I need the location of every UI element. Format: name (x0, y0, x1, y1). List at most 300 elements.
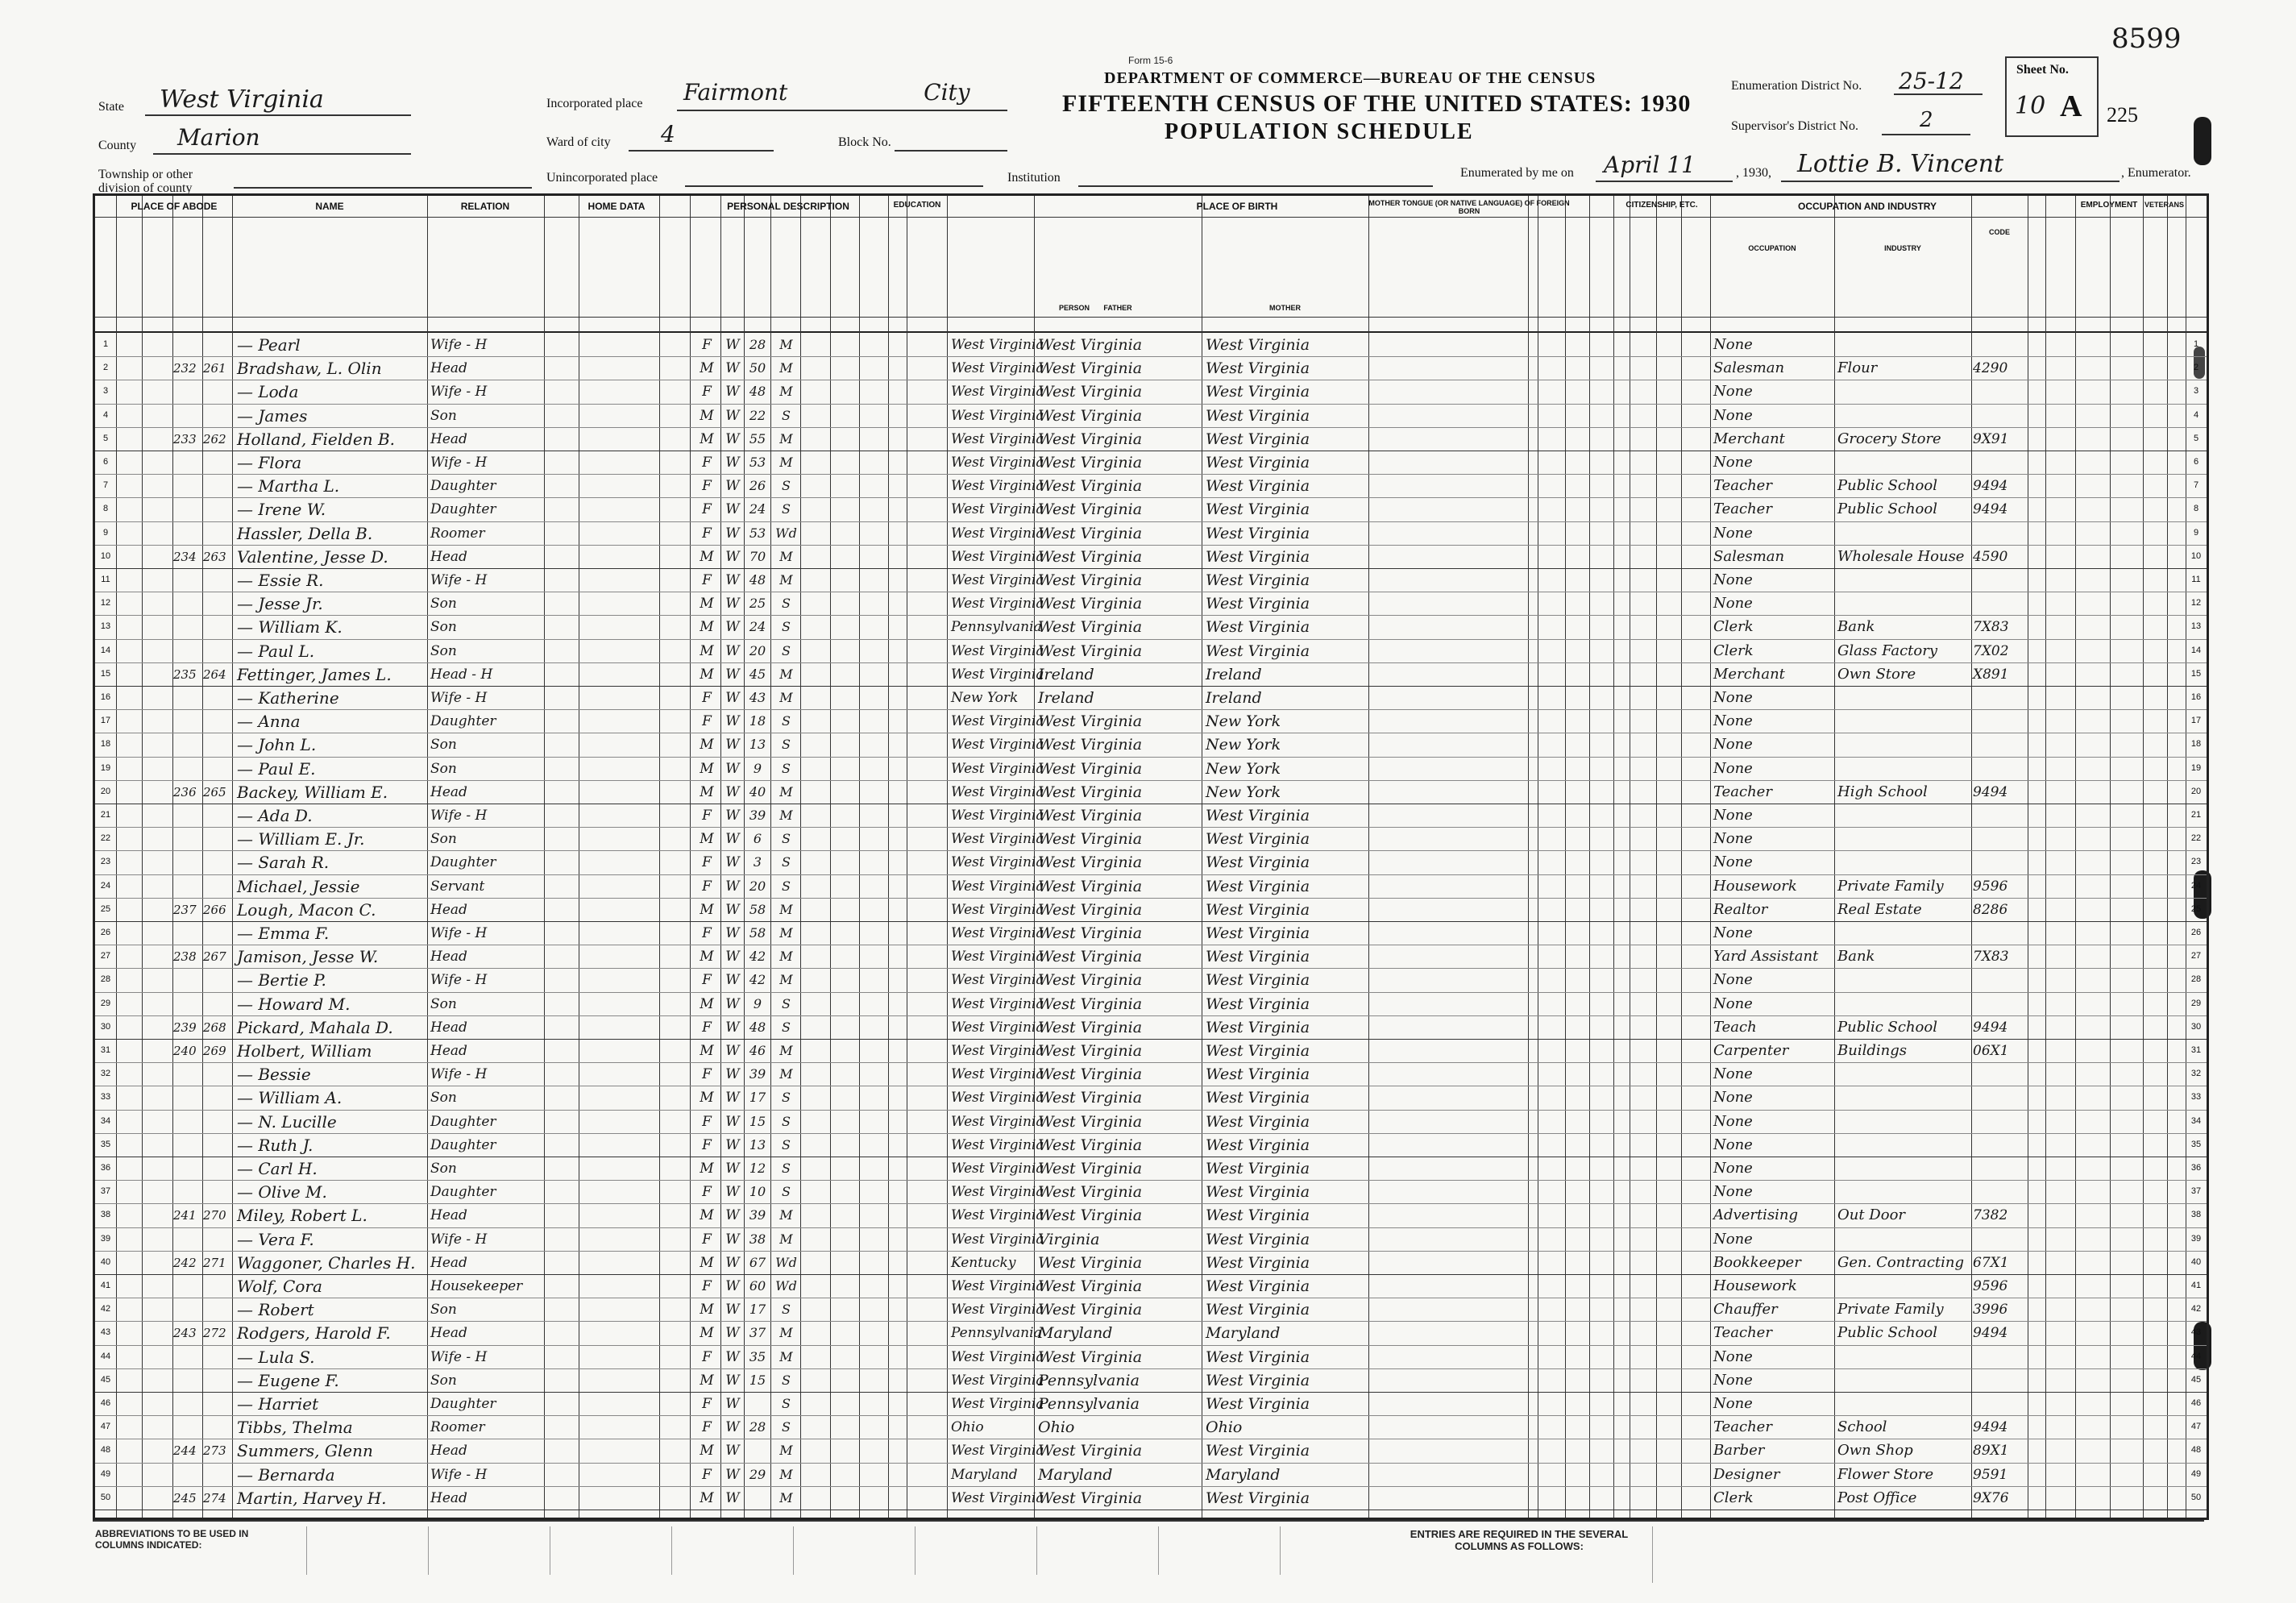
cell-race: W (725, 1325, 740, 1342)
cell-ind: School (1837, 1418, 1887, 1436)
cell-fpob: West Virginia (1038, 500, 1143, 519)
cell-sex: F (702, 1019, 712, 1036)
cell-code: 67X1 (1973, 1254, 2009, 1271)
cell-sex: F (702, 878, 712, 895)
line-number-right: 42 (2190, 1304, 2202, 1314)
cell-fam: 266 (203, 902, 226, 917)
cell-mpob: West Virginia (1206, 359, 1310, 378)
cell-occ: Barber (1713, 1442, 1765, 1460)
cell-rel: Son (430, 642, 457, 659)
cell-fpob: West Virginia (1038, 571, 1143, 589)
cell-code: 89X1 (1973, 1443, 2009, 1460)
cell-pob: West Virginia (951, 384, 1044, 401)
cell-fpob: West Virginia (1038, 1042, 1143, 1060)
cell-rel: Head (430, 1207, 467, 1224)
cell-sex: M (700, 407, 714, 424)
cell-sex: F (702, 525, 712, 542)
line-number-right: 4 (2193, 409, 2199, 420)
line-number: 36 (100, 1163, 111, 1173)
cell-fpob: West Virginia (1038, 618, 1143, 637)
cell-occ: Carpenter (1713, 1042, 1789, 1059)
cell-occ: Teacher (1713, 500, 1772, 518)
cell-ind: Bank (1837, 618, 1875, 636)
cell-mar: S (782, 1161, 791, 1176)
cell-name: — James (237, 405, 308, 426)
cell-rel: Head (430, 1019, 467, 1036)
institution-label: Institution (1007, 171, 1061, 185)
line-number-right: 23 (2190, 857, 2202, 867)
cell-mar: S (782, 642, 791, 658)
cell-sex: M (700, 1372, 714, 1389)
cell-mar: M (779, 808, 793, 823)
line-number: 41 (100, 1281, 111, 1290)
cell-name: — Paul L. (237, 641, 315, 661)
cell-name: — Ada D. (237, 806, 313, 825)
cell-age: 20 (749, 642, 766, 658)
cell-name: — Jesse Jr. (237, 594, 323, 614)
cell-pob: West Virginia (951, 972, 1044, 989)
cell-age: 43 (749, 690, 766, 705)
line-number-right: 38 (2190, 1210, 2202, 1220)
cell-sex: F (702, 337, 712, 353)
line-number: 33 (100, 1092, 111, 1103)
table-row (95, 1486, 2207, 1510)
cell-mar: S (782, 596, 791, 612)
line-number-right: 46 (2190, 1398, 2202, 1408)
cell-name: Pickard, Mahala D. (237, 1017, 393, 1037)
cell-fam: 262 (203, 431, 226, 446)
cell-fpob: West Virginia (1038, 995, 1143, 1013)
cell-mpob: New York (1206, 736, 1281, 754)
cell-fpob: West Virginia (1038, 1112, 1143, 1131)
line-number: 22 (100, 833, 111, 844)
cell-mpob: West Virginia (1206, 1442, 1310, 1460)
cell-occ: None (1713, 454, 1753, 471)
cell-name: Backey, William E. (237, 782, 388, 802)
cell-dw: 236 (173, 784, 197, 799)
line-number-right: 3 (2193, 386, 2199, 397)
cell-dw: 238 (173, 949, 197, 965)
department-line: DEPARTMENT OF COMMERCE—BUREAU OF THE CENSUS (1104, 69, 1596, 87)
cell-fpob: West Virginia (1038, 853, 1143, 872)
cell-mar: S (782, 1302, 791, 1318)
cell-fpob: West Virginia (1038, 948, 1143, 966)
cell-pob: West Virginia (951, 455, 1044, 471)
cell-race: W (725, 337, 740, 353)
cell-age: 15 (749, 1372, 766, 1388)
cell-mpob: West Virginia (1206, 336, 1310, 354)
line-number-right: 14 (2190, 645, 2202, 655)
cell-mpob: West Virginia (1206, 477, 1310, 496)
cell-fam: 270 (203, 1208, 226, 1223)
cell-occ: None (1713, 336, 1753, 353)
cell-age: 39 (749, 808, 766, 823)
cell-pob: West Virginia (951, 407, 1044, 424)
cell-age: 67 (749, 1254, 766, 1270)
cell-mpob: West Virginia (1206, 383, 1310, 401)
line-number-right: 48 (2190, 1445, 2202, 1456)
state-label: State (98, 100, 124, 114)
cell-dw: 234 (173, 549, 197, 564)
line-number: 37 (100, 1186, 111, 1197)
cell-sex: M (700, 1489, 714, 1506)
cell-occ: Realtor (1713, 900, 1768, 918)
cell-occ: None (1713, 712, 1753, 730)
cell-name: — John L. (237, 735, 317, 755)
cell-rel: Wife - H (430, 384, 488, 401)
cell-mar: M (779, 666, 793, 682)
cell-mar: M (779, 1466, 793, 1482)
cell-race: W (725, 737, 740, 754)
cell-code: 06X1 (1973, 1043, 2009, 1059)
cell-age: 39 (749, 1207, 766, 1223)
cell-sex: F (702, 972, 712, 989)
cell-occ: Merchant (1713, 430, 1785, 447)
line-number: 11 (101, 575, 110, 584)
cell-ind: Public School (1837, 1018, 1937, 1036)
cell-race: W (725, 1207, 740, 1224)
cell-code: 3996 (1973, 1302, 2008, 1319)
cell-age: 28 (749, 1419, 766, 1435)
cell-mpob: West Virginia (1206, 1183, 1310, 1202)
line-number-right: 43 (2190, 1327, 2202, 1338)
cell-fpob: Pennsylvania (1038, 1371, 1140, 1389)
enumeration-district-value: 25-12 (1899, 68, 1964, 94)
cell-occ: Salesman (1713, 547, 1785, 565)
line-number-right: 27 (2190, 951, 2202, 961)
cell-pob: West Virginia (951, 642, 1044, 659)
cell-fpob: West Virginia (1038, 807, 1143, 824)
state-value: West Virginia (160, 85, 324, 114)
cell-pob: Ohio (951, 1419, 984, 1436)
cell-age: 13 (749, 1136, 766, 1152)
cell-name: — N. Lucille (237, 1111, 337, 1132)
cell-age: 55 (749, 430, 766, 446)
group-name: NAME (315, 201, 344, 212)
cell-ind: Private Family (1837, 877, 1944, 895)
cell-mpob: West Virginia (1206, 877, 1310, 895)
line-number: 23 (100, 857, 111, 867)
table-row (95, 1439, 2207, 1463)
cell-sex: F (702, 1466, 712, 1483)
cell-mar: M (779, 1325, 793, 1341)
table-row (95, 615, 2207, 639)
cell-fam: 263 (203, 549, 226, 564)
table-row (95, 497, 2207, 521)
cell-fpob: West Virginia (1038, 830, 1143, 849)
line-number: 6 (102, 457, 109, 467)
line-number-right: 10 (2190, 550, 2202, 561)
county-label: County (98, 139, 137, 152)
cell-fpob: West Virginia (1038, 971, 1143, 990)
cell-name: Bradshaw, L. Olin (237, 359, 382, 379)
table-row (95, 898, 2207, 922)
table-row (95, 380, 2207, 404)
cell-mar: M (779, 690, 793, 705)
cell-rel: Son (430, 619, 457, 636)
cell-name: — Bernarda (237, 1464, 335, 1485)
cell-race: W (725, 1348, 740, 1365)
cell-race: W (725, 1090, 740, 1107)
table-row (95, 404, 2207, 428)
line-number-right: 49 (2190, 1468, 2202, 1479)
line-number: 49 (100, 1468, 111, 1479)
line-number: 32 (100, 1069, 111, 1079)
cell-rel: Wife - H (430, 1348, 488, 1365)
cell-fpob: West Virginia (1038, 1183, 1143, 1202)
cell-name: — Harriet (237, 1394, 319, 1414)
cell-age: 24 (749, 619, 766, 635)
cell-rel: Roomer (430, 525, 485, 542)
cell-rel: Son (430, 995, 457, 1012)
cell-occ: None (1713, 571, 1753, 588)
cell-age: 50 (749, 360, 766, 376)
cell-race: W (725, 548, 740, 565)
line-number-right: 32 (2190, 1069, 2202, 1079)
cell-race: W (725, 478, 740, 495)
line-number: 20 (100, 786, 111, 796)
cell-rel: Head (430, 783, 467, 800)
cell-mpob: West Virginia (1206, 1395, 1310, 1413)
cell-name: Martin, Harvey H. (237, 1488, 387, 1508)
cell-pob: West Virginia (951, 783, 1044, 800)
table-body (95, 333, 2207, 1518)
page-number: 225 (2107, 103, 2138, 127)
cell-mpob: West Virginia (1206, 500, 1310, 519)
cell-pob: West Virginia (951, 831, 1044, 848)
cell-name: Tibbs, Thelma (237, 1418, 353, 1438)
cell-pob: West Virginia (951, 1019, 1044, 1036)
cell-name: — Essie R. (237, 571, 324, 590)
line-number-right: 11 (2191, 575, 2201, 584)
cell-race: W (725, 1396, 740, 1412)
cell-mar: Wd (775, 1254, 797, 1270)
cell-sex: F (702, 854, 712, 871)
cell-name: Lough, Macon C. (237, 899, 376, 920)
cell-dw: 244 (173, 1443, 197, 1459)
line-number-right: 30 (2190, 1021, 2202, 1032)
cell-code: 7X02 (1973, 642, 2009, 659)
cell-occ: Teacher (1713, 1418, 1772, 1436)
cell-dw: 239 (173, 1020, 197, 1035)
cell-rel: Son (430, 831, 457, 848)
cell-mpob: West Virginia (1206, 853, 1310, 872)
cell-mar: S (782, 1419, 791, 1435)
footer-entries-blocks (1652, 1526, 2201, 1583)
cell-mpob: New York (1206, 783, 1281, 801)
cell-mpob: New York (1206, 712, 1281, 731)
cell-code: 9X76 (1973, 1489, 2009, 1506)
cell-age: 70 (749, 548, 766, 564)
cell-fpob: West Virginia (1038, 1089, 1143, 1107)
cell-age: 38 (749, 1231, 766, 1247)
cell-age: 20 (749, 878, 766, 894)
cell-age: 42 (749, 972, 766, 988)
cell-fpob: West Virginia (1038, 1206, 1143, 1225)
cell-name: Rodgers, Harold F. (237, 1323, 391, 1343)
cell-fpob: West Virginia (1038, 406, 1143, 425)
cell-age: 9 (753, 995, 762, 1011)
cell-pob: Maryland (951, 1466, 1018, 1483)
line-number: 27 (100, 951, 111, 961)
incorporated-value: Fairmont City (683, 79, 970, 106)
cell-occ: None (1713, 853, 1753, 871)
cell-race: W (725, 1466, 740, 1483)
sheet-number: 10 (2015, 92, 2046, 120)
cell-pob: West Virginia (951, 713, 1044, 730)
cell-sex: F (702, 1396, 712, 1412)
cell-code: 9X91 (1973, 430, 2009, 447)
cell-rel: Head (430, 1325, 467, 1342)
cell-sex: M (700, 1090, 714, 1107)
abbreviations-title: ABBREVIATIONS TO BE USED IN COLUMNS INDICATED: (95, 1528, 249, 1551)
table-row (95, 874, 2207, 899)
cell-mpob: West Virginia (1206, 642, 1310, 660)
cell-sex: M (700, 831, 714, 848)
cell-fpob: West Virginia (1038, 759, 1143, 778)
line-number: 39 (100, 1233, 111, 1244)
cell-mar: S (782, 713, 791, 729)
cell-occ: Teacher (1713, 1324, 1772, 1342)
cell-name: — Martha L. (237, 476, 340, 496)
line-number: 35 (100, 1139, 111, 1149)
cell-name: — Emma F. (237, 924, 330, 943)
cell-name: — Flora (237, 453, 302, 472)
cell-pob: West Virginia (951, 360, 1044, 377)
ward-label: Ward of city (546, 135, 611, 149)
col-occupation: OCCUPATION (1748, 244, 1796, 252)
cell-age: 48 (749, 572, 766, 588)
col-person: PERSON (1058, 304, 1090, 312)
cell-occ: None (1713, 1112, 1753, 1130)
cell-occ: None (1713, 807, 1753, 824)
table-row (95, 1415, 2207, 1439)
cell-fpob: West Virginia (1038, 595, 1143, 613)
cell-fam: 269 (203, 1044, 226, 1058)
cell-mar: S (782, 737, 791, 753)
cell-mpob: New York (1206, 759, 1281, 778)
cell-race: W (725, 1372, 740, 1389)
cell-dw: 242 (173, 1255, 197, 1270)
cell-name: — Pearl (237, 335, 301, 355)
cell-sex: F (702, 572, 712, 588)
cell-sex: M (700, 1443, 714, 1460)
cell-code: 9494 (1973, 1019, 2008, 1036)
cell-age: 58 (749, 925, 766, 941)
cell-pob: West Virginia (951, 878, 1044, 895)
cell-age: 6 (753, 831, 762, 847)
cell-rel: Wife - H (430, 972, 488, 989)
cell-name: — William K. (237, 617, 343, 637)
enumerated-year: , 1930, (1736, 166, 1771, 180)
cell-fpob: West Virginia (1038, 1253, 1143, 1272)
cell-rel: Wife - H (430, 808, 488, 824)
table-row (95, 1015, 2207, 1040)
cell-fam: 267 (203, 949, 226, 965)
cell-occ: Teacher (1713, 477, 1772, 495)
cell-occ: Clerk (1713, 618, 1754, 636)
cell-fpob: West Virginia (1038, 359, 1143, 378)
cell-occ: None (1713, 1065, 1753, 1083)
line-number-right: 17 (2190, 716, 2202, 726)
table-row (95, 1321, 2207, 1345)
cell-fam: 261 (203, 361, 226, 376)
cell-code: 4290 (1973, 360, 2008, 377)
incorporated-label: Incorporated place (546, 97, 643, 110)
cell-pob: West Virginia (951, 501, 1044, 518)
cell-mar: M (779, 455, 793, 470)
cell-name: Hassler, Della B. (237, 523, 373, 543)
cell-fpob: Virginia (1038, 1230, 1100, 1248)
cell-mpob: West Virginia (1206, 971, 1310, 990)
cell-ind: Own Shop (1837, 1442, 1913, 1460)
cell-code: 7X83 (1973, 619, 2009, 636)
cell-age: 15 (749, 1113, 766, 1129)
cell-mpob: West Virginia (1206, 618, 1310, 637)
cell-ind: Out Door (1837, 1206, 1906, 1224)
ward-value: 4 (661, 121, 675, 147)
cell-rel: Roomer (430, 1419, 485, 1436)
binding-hole (2194, 117, 2211, 165)
cell-race: W (725, 455, 740, 471)
cell-name: — Olive M. (237, 1182, 327, 1202)
cell-occ: Merchant (1713, 665, 1785, 683)
sheet-label: Sheet No. (2016, 63, 2069, 77)
cell-sex: M (700, 737, 714, 754)
cell-pob: West Virginia (951, 1161, 1044, 1177)
cell-code: 9494 (1973, 1325, 2008, 1342)
cell-ind: Public School (1837, 477, 1937, 495)
cell-code: 9494 (1973, 1419, 2008, 1436)
line-number-right: 44 (2190, 1351, 2202, 1361)
table-row (95, 1039, 2207, 1063)
table-row (95, 592, 2207, 616)
enumerated-label: Enumerated by me on (1460, 166, 1574, 180)
cell-pob: West Virginia (951, 1396, 1044, 1412)
cell-race: W (725, 1019, 740, 1036)
cell-sex: F (702, 713, 712, 730)
schedule-title: POPULATION SCHEDULE (1165, 119, 1474, 144)
cell-occ: Housework (1713, 877, 1797, 895)
cell-race: W (725, 901, 740, 918)
cell-occ: None (1713, 1089, 1753, 1107)
cell-name: Michael, Jessie (237, 876, 360, 896)
cell-race: W (725, 760, 740, 777)
line-number-right: 35 (2190, 1139, 2202, 1149)
cell-mar: M (779, 1207, 793, 1223)
cell-occ: None (1713, 1183, 1753, 1201)
cell-rel: Son (430, 1302, 457, 1319)
cell-fpob: Maryland (1038, 1324, 1113, 1343)
cell-sex: M (700, 430, 714, 447)
cell-race: W (725, 596, 740, 613)
cell-rel: Son (430, 1161, 457, 1177)
table-row (95, 968, 2207, 992)
cell-sex: M (700, 1325, 714, 1342)
table-row (95, 850, 2207, 874)
cell-race: W (725, 360, 740, 377)
form-number: Form 15-6 (1128, 55, 1173, 66)
cell-mpob: West Virginia (1206, 547, 1310, 566)
cell-age: 3 (753, 854, 762, 870)
cell-mar: M (779, 430, 793, 446)
cell-race: W (725, 1302, 740, 1319)
line-number-right: 12 (2190, 598, 2202, 608)
cell-mar: S (782, 1136, 791, 1152)
cell-mar: M (779, 972, 793, 988)
cell-code: X891 (1973, 666, 2009, 683)
cell-sex: M (700, 642, 714, 659)
